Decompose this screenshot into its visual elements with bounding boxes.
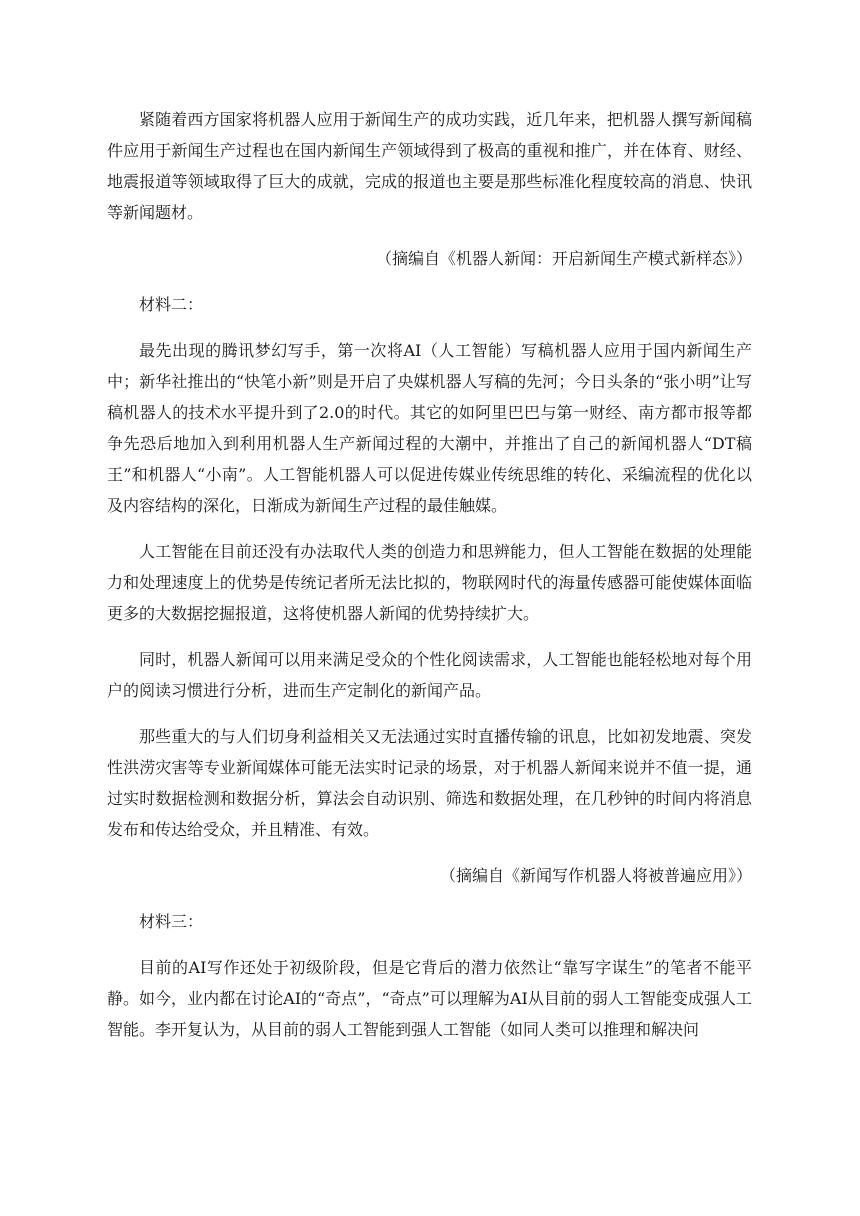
paragraph-robot-news-intro: 紧随着西方国家将机器人应用于新闻生产的成功实践，近几年来，把机器人撰写新闻稿件应用于新闻生产过程也在国内新闻生产领域得到了极高的重视和推广，并在体育、财经、地震报道等领域取得了巨大的成就，完成的报道也主要是那些标准化程度较高的消息、快讯等新闻题材。: [107, 110, 752, 222]
source-citation-1: （摘编自《机器人新闻：开启新闻生产模式新样态》）: [375, 249, 752, 268]
material-two-heading: 材料二：: [139, 295, 204, 314]
document-page: [107, 104, 752, 1060]
paragraph-breaking-news: 那些重大的与人们切身利益相关又无法通过实时直播传输的讯息，比如初发地震、突发性洪涝灾害等专业新闻媒体可能无法实时记录的场景，对于机器人新闻来说并不值一提，通过实时数据检测和数据分析，算法会自动识别、筛选和数据处理，在几秒钟的时间内将消息发布和传达给受众，并且精准、有效。: [107, 727, 752, 839]
paragraph-ai-singularity: 目前的AI写作还处于初级阶段，但是它背后的潜力依然让“靠写字谋生”的笔者不能平静。如今，业内都在讨论AI的“奇点”，“奇点”可以理解为AI从目前的弱人工智能变成强人工智能。李开复认为，从目前的弱人工智能到强人工智能（如同人类可以推理和解决问: [107, 958, 752, 1039]
paragraph-ai-writers: 最先出现的腾讯梦幻写手，第一次将AI（人工智能）写稿机器人应用于国内新闻生产中；新华社推出的“快笔小新”则是开启了央媒机器人写稿的先河；今日头条的“张小明”让写稿机器人的技术水平提升到了2.0的时代。其它的如阿里巴巴与第一财经、南方都市报等都争先恐后地加入到利用机器人生产新闻过程的大潮中，并推出了自己的新闻机器人“DT稿王”和机器人“小南”。人工智能机器人可以促进传媒业传统思维的转化、采编流程的优化以及内容结构的深化，日渐成为新闻生产过程的最佳触媒。: [107, 341, 752, 515]
paragraph-ai-advantages: 人工智能在目前还没有办法取代人类的创造力和思辨能力，但人工智能在数据的处理能力和处理速度上的优势是传统记者所无法比拟的，物联网时代的海量传感器可能使媒体面临更多的大数据挖掘报道，这将使机器人新闻的优势持续扩大。: [107, 542, 752, 623]
paragraph-personalization: 同时，机器人新闻可以用来满足受众的个性化阅读需求，人工智能也能轻松地对每个用户的阅读习惯进行分析，进而生产定制化的新闻产品。: [107, 650, 752, 700]
source-citation-2: （摘编自《新闻写作机器人将被普遍应用》）: [439, 866, 752, 885]
material-three-heading: 材料三：: [139, 912, 204, 931]
